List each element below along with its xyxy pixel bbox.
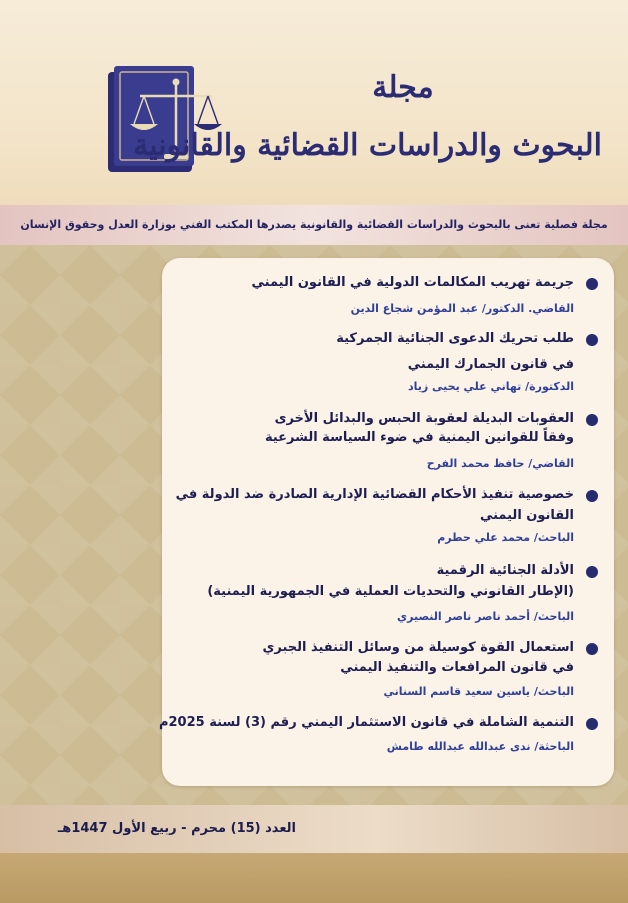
article-author: القاضي. الدكتور/ عبد المؤمن شجاع الدين: [350, 302, 574, 315]
article-title: الأدلة الجنائية الرقمية: [436, 563, 574, 578]
article-title: التنمية الشاملة في قانون الاستثمار اليمني رقم (3) لسنة 2025م: [158, 715, 574, 730]
magazine-title-top: مجلة: [372, 70, 434, 105]
article-title-line: في قانون الجمارك اليمني: [407, 357, 574, 372]
issue-info: العدد (15) محرم - ربيع الأول 1447هـ: [57, 821, 296, 836]
article-author: الباحثة/ ندى عبدالله عبدالله طامش: [386, 740, 574, 753]
footer-band: [0, 853, 628, 903]
article-author: القاضي/ حافظ محمد الفرح: [426, 457, 574, 470]
magazine-subtitle: مجلة فصلية تعنى بالبحوث والدراسات القضائية والقانونية يصدرها المكتب الفني بوزارة العدل وحقوق الإنسان: [20, 218, 608, 231]
bullet-icon: [586, 566, 598, 578]
article-author: الدكتورة/ تهاني علي يحيى زياد: [407, 380, 574, 393]
bullet-icon: [586, 278, 598, 290]
article-title: استعمال القوة كوسيلة من وسائل التنفيذ الجبري: [262, 640, 574, 655]
magazine-title-main: البحوث والدراسات القضائية والقانونية: [133, 128, 602, 163]
contents-panel: [158, 258, 614, 786]
masthead: [0, 0, 628, 205]
article-title-line: القانون اليمني: [479, 508, 574, 523]
subtitle-band: [0, 205, 628, 245]
article-author: الباحث/ محمد علي حطرم: [437, 531, 574, 544]
bullet-icon: [586, 490, 598, 502]
issue-band: [0, 805, 628, 853]
bullet-icon: [586, 334, 598, 346]
article-title: جريمة تهريب المكالمات الدولية في القانون اليمني: [251, 275, 574, 290]
article-author: الباحث/ ياسين سعيد قاسم السناني: [383, 685, 574, 698]
article-title: طلب تحريك الدعوى الجنائية الجمركية: [336, 331, 574, 346]
article-title: العقوبات البديلة لعقوبة الحبس والبدائل الأخرى: [274, 411, 574, 426]
bullet-icon: [586, 414, 598, 426]
article-author: الباحث/ أحمد ناصر ناصر النصيري: [397, 610, 574, 623]
article-title: خصوصية تنفيذ الأحكام القضائية الإدارية الصادرة ضد الدولة في: [175, 487, 574, 502]
bullet-icon: [586, 718, 598, 730]
article-title-line: في قانون المرافعات والتنفيذ اليمني: [340, 660, 574, 675]
article-title-line: وفقاً للقوانين اليمنية في ضوء السياسة الشرعية: [264, 430, 574, 445]
bullet-icon: [586, 643, 598, 655]
article-title-line: (الإطار القانوني والتحديات العملية في الجمهورية اليمنية): [207, 584, 574, 599]
